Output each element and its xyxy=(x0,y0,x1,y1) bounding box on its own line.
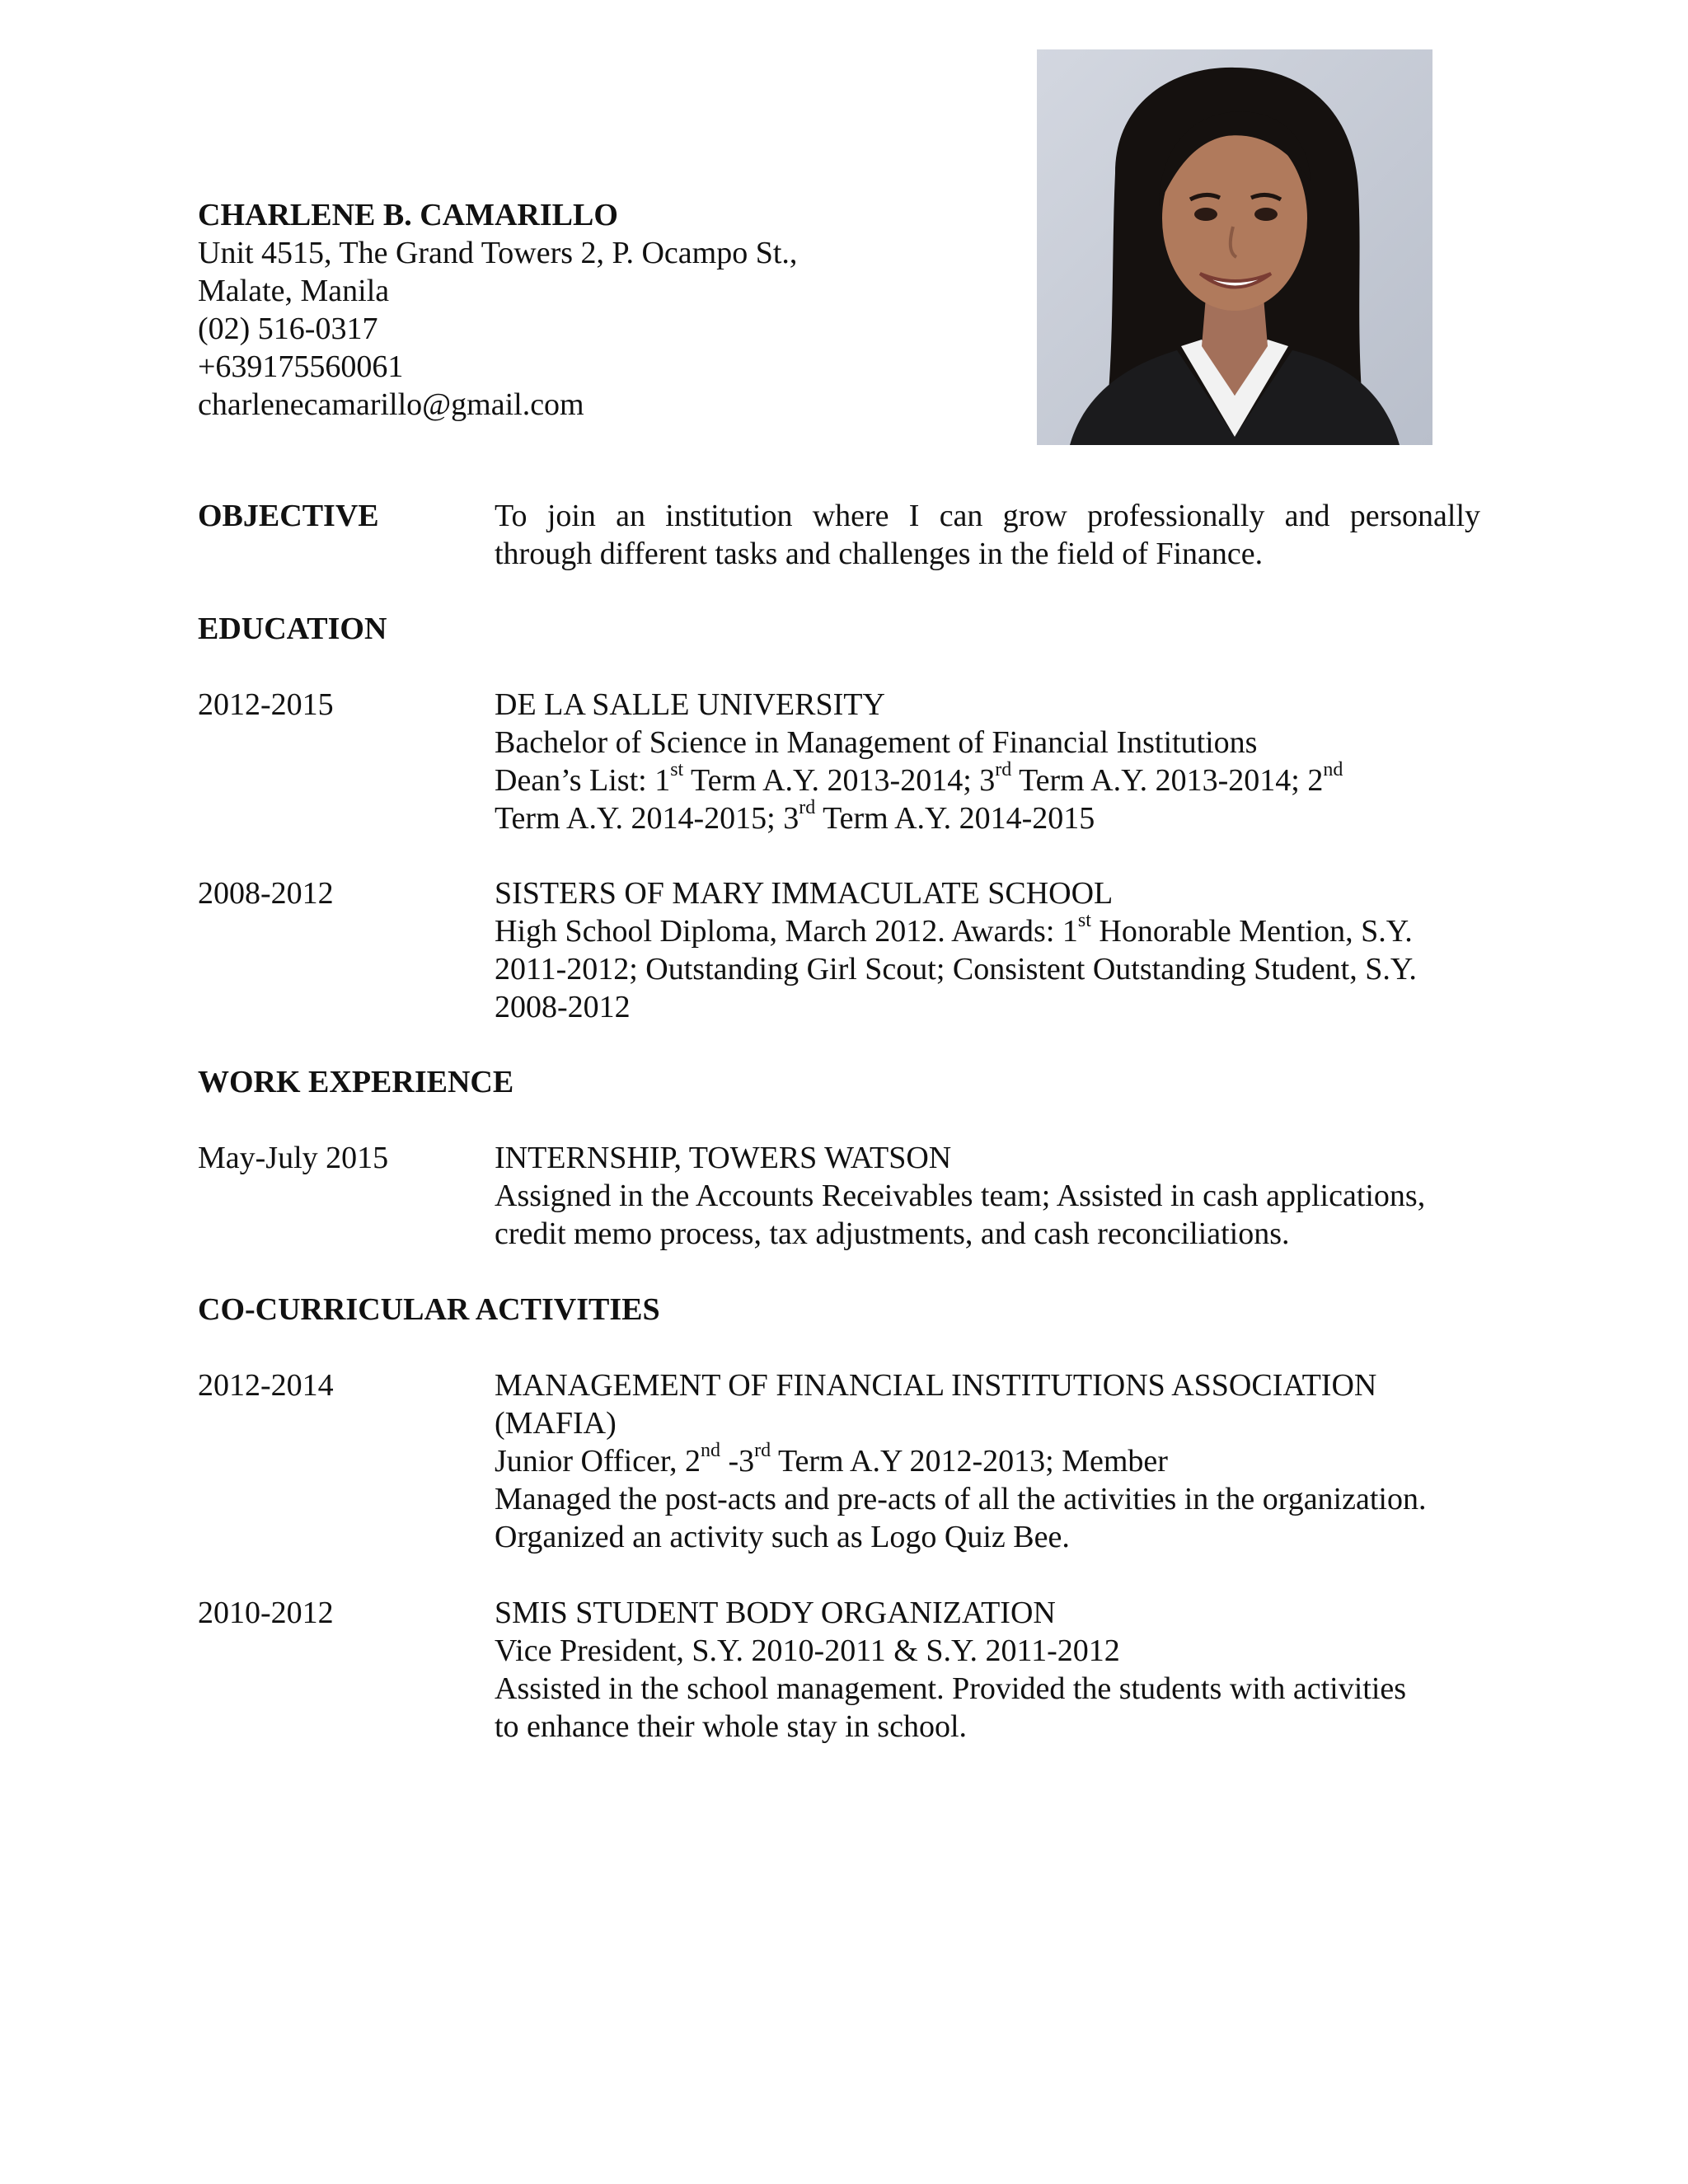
address-line-1: Unit 4515, The Grand Towers 2, P. Ocampo St., xyxy=(198,236,798,270)
deans-list-text: Dean’s List: 1 xyxy=(495,763,671,798)
awards-line-3: 2008-2012 xyxy=(495,990,631,1024)
role-text: -3 xyxy=(720,1444,755,1479)
activities-heading: CO-CURRICULAR ACTIVITIES xyxy=(198,1292,660,1327)
deans-list-text: Term A.Y. 2014-2015; 3 xyxy=(495,801,799,836)
job-title: INTERNSHIP, TOWERS WATSON xyxy=(495,1141,952,1175)
ordinal-suffix: rd xyxy=(995,759,1012,781)
education-years: 2012-2015 xyxy=(198,687,334,722)
ordinal-suffix: nd xyxy=(701,1440,720,1462)
mobile-phone: +639175560061 xyxy=(198,349,404,384)
deans-list-line-1 xyxy=(495,759,1480,799)
deans-list-line-2 xyxy=(495,799,1480,837)
applicant-name: CHARLENE B. CAMARILLO xyxy=(198,198,618,232)
awards-text: High School Diploma, March 2012. Awards: 1 xyxy=(495,914,1078,949)
education-heading: EDUCATION xyxy=(198,612,387,646)
activity-years: 2010-2012 xyxy=(198,1596,334,1630)
activity-role xyxy=(495,1442,1480,1480)
profile-photo xyxy=(1037,49,1432,445)
deans-list-text: Term A.Y. 2013-2014; 3 xyxy=(683,763,996,798)
contact-block xyxy=(198,196,923,424)
activity-years: 2012-2014 xyxy=(198,1368,334,1403)
ordinal-suffix: nd xyxy=(1323,759,1343,781)
ordinal-suffix: st xyxy=(1077,910,1091,932)
school-name: DE LA SALLE UNIVERSITY xyxy=(495,687,885,722)
activity-description-line-1: Managed the post-acts and pre-acts of all the activities in the organization. xyxy=(495,1482,1427,1516)
objective-text xyxy=(495,497,1480,573)
work-details xyxy=(495,1139,1480,1253)
objective-heading: OBJECTIVE xyxy=(198,499,379,533)
education-years: 2008-2012 xyxy=(198,876,334,911)
awards-line-1 xyxy=(495,912,1480,950)
objective-line-1: To join an institution where I can grow professionally and personally xyxy=(495,499,1480,533)
activity-details xyxy=(495,1366,1480,1556)
organization-name-line-2: (MAFIA) xyxy=(495,1406,617,1441)
job-description-line-2: credit memo process, tax adjustments, and cash reconciliations. xyxy=(495,1216,1290,1251)
work-experience-heading: WORK EXPERIENCE xyxy=(198,1065,514,1099)
activity-description-line-1: Assisted in the school management. Provided the students with activities xyxy=(495,1671,1407,1706)
education-details xyxy=(495,874,1480,1026)
degree: Bachelor of Science in Management of Financial Institutions xyxy=(495,725,1258,760)
landline-phone: (02) 516-0317 xyxy=(198,312,378,346)
education-details xyxy=(495,686,1480,837)
deans-list-text: Term A.Y. 2014-2015 xyxy=(815,801,1095,836)
objective-line-2: through different tasks and challenges in the field of Finance. xyxy=(495,537,1264,571)
awards-text: Honorable Mention, S.Y. xyxy=(1090,914,1413,949)
activity-details xyxy=(495,1594,1480,1746)
organization-name-line-1: SMIS STUDENT BODY ORGANIZATION xyxy=(495,1596,1056,1630)
role-text: Junior Officer, 2 xyxy=(495,1444,701,1479)
address-line-2: Malate, Manila xyxy=(198,274,390,308)
activity-description-line-2: to enhance their whole stay in school. xyxy=(495,1709,968,1744)
email-address: charlenecamarillo@gmail.com xyxy=(198,387,584,422)
ordinal-suffix: rd xyxy=(799,797,816,819)
portrait-illustration xyxy=(1037,49,1432,445)
organization-name-line-1: MANAGEMENT OF FINANCIAL INSTITUTIONS ASSOCIATION xyxy=(495,1368,1377,1403)
activity-role: Vice President, S.Y. 2010-2011 & S.Y. 2011-2012 xyxy=(495,1633,1120,1668)
awards-line-2: 2011-2012; Outstanding Girl Scout; Consistent Outstanding Student, S.Y. xyxy=(495,952,1417,987)
deans-list-text: Term A.Y. 2013-2014; 2 xyxy=(1011,763,1324,798)
job-description-line-1: Assigned in the Accounts Receivables team; Assisted in cash applications, xyxy=(495,1179,1426,1213)
ordinal-suffix: rd xyxy=(754,1440,771,1462)
ordinal-suffix: st xyxy=(670,759,684,781)
activity-description-line-2: Organized an activity such as Logo Quiz Bee. xyxy=(495,1520,1070,1554)
work-dates: May-July 2015 xyxy=(198,1141,389,1175)
role-text: Term A.Y 2012-2013; Member xyxy=(771,1444,1168,1479)
school-name: SISTERS OF MARY IMMACULATE SCHOOL xyxy=(495,876,1114,911)
